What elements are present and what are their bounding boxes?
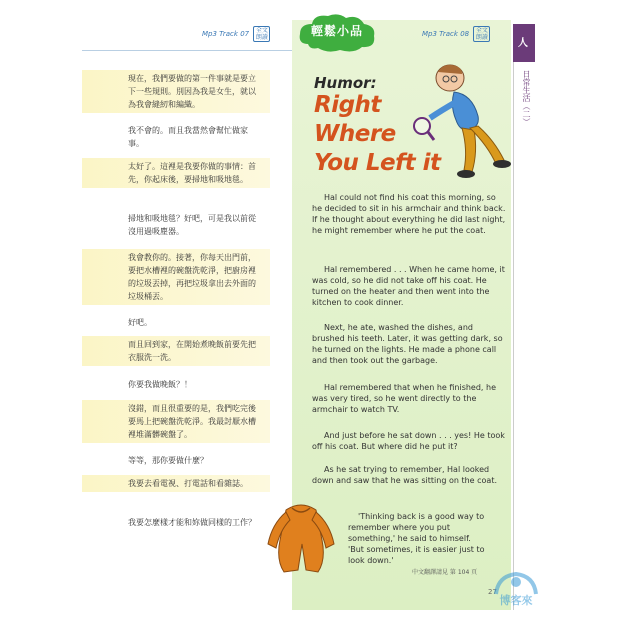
story-paragraph: And just before he sat down . . . yes! He took off his coat. But where did he put it?	[312, 431, 505, 451]
story-paragraph: Hal could not find his coat this morning, so he decided to sit in his armchair and think back. If he thought about everything he did last night, he might remember where he put the coat.	[312, 193, 506, 235]
story-paragraph: Hal remembered . . . When he came home, it was cold, so he did not take off his coat. He turned on the heater and then went into the kitchen to cook dinner.	[312, 265, 505, 307]
story-kicker: Humor:	[314, 74, 377, 92]
dialogue-line: 我要去看電視、打電話和看雜誌。	[82, 475, 270, 492]
story-paragraph: Hal remembered that when he finished, he was very tired, so he went directly to the armchair to watch TV.	[312, 383, 497, 414]
full-text-reading-badge: 全文 朗讀	[473, 26, 490, 42]
dialogue-line: 現在，我們要做的第一件事就是要立下一些規則。別因為我是女生，就以為我會縫紉和編織。	[82, 70, 270, 113]
watermark-text: 博客來	[499, 594, 533, 607]
dialogue-line: 太好了。這裡是我要你做的事情：首先，你起床後，要掃地和吸地毯。	[82, 158, 270, 188]
dialogue-line: 等等，那你要做什麼？	[128, 456, 208, 465]
track-number: Mp3 Track 08	[422, 30, 470, 38]
watermark	[486, 566, 546, 610]
dialogue-line: 好吧。	[128, 318, 152, 327]
person-icon: 人	[518, 38, 528, 49]
coat-illustration	[266, 500, 336, 576]
story-title: Right	[314, 92, 381, 118]
side-divider	[513, 24, 514, 610]
dialogue-line: 我不會的。而且我當然會幫忙做家事。	[128, 126, 248, 148]
story-paragraph: As he sat trying to remember, Hal looked down and saw that he was sitting on the coat.	[312, 465, 497, 485]
track-number: Mp3 Track 07	[202, 30, 250, 38]
dialogue-column	[82, 20, 292, 610]
chapter-title: 日常生活（二）	[522, 70, 531, 126]
story-paragraph: Next, he ate, washed the dishes, and brushed his teeth. Later, it was getting dark, so he turned on the lights. He made a phone call and then took out the garbage.	[312, 323, 503, 365]
divider	[82, 50, 292, 51]
section-label: 輕鬆小品	[310, 24, 363, 38]
dialogue-line: 沒錯，而且很重要的是，我們吃完後要馬上把碗盤洗乾淨。我最討厭水槽裡堆滿髒碗盤了。	[82, 400, 270, 443]
chapter-tab	[513, 24, 535, 62]
dialogue-line: 我會教你的。接著，你每天出門前，要把水槽裡的碗盤洗乾淨，把廚房裡的垃圾丟掉，再把垃圾拿出去外面的垃圾桶丟。	[82, 249, 270, 305]
dialogue-line: 掃地和吸地毯？好吧，可是我以前從沒用過吸塵器。	[128, 214, 256, 236]
story-title: Where	[314, 121, 396, 147]
page-number: 27	[488, 588, 497, 596]
dialogue-line: 而且回到家，在開始煮晚飯前要先把衣服洗一洗。	[82, 336, 270, 366]
story-title: You Left it	[314, 150, 441, 176]
full-text-reading-badge: 全文 朗讀	[253, 26, 270, 42]
track-label-left	[202, 26, 270, 42]
dialogue-line: 我要怎麼樣才能和妳做同樣的工作？	[128, 518, 256, 527]
track-label-right	[422, 26, 490, 42]
dialogue-line: 你要我做晚飯？！	[128, 380, 192, 389]
translation-reference: 中文翻譯請見 第 104 頁	[412, 569, 478, 576]
story-panel	[292, 20, 511, 610]
story-quote: 'Thinking back is a good way to remember where you put something,' he said to himself. 'But sometimes, it is easier just to look down.'	[348, 512, 485, 565]
